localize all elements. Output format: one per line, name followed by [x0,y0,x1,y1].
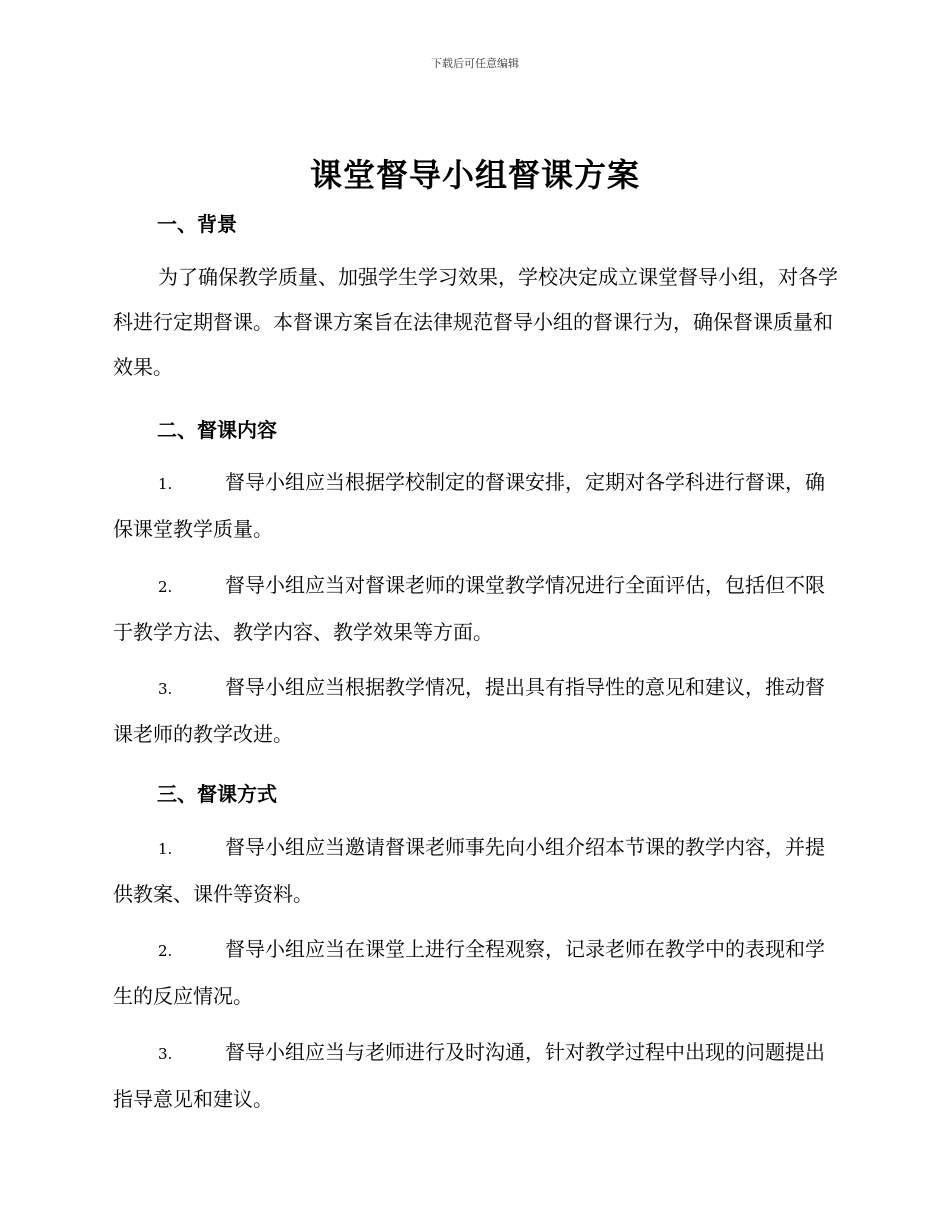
section-heading-background: 一、背景 [157,212,237,236]
list-item-text: 督导小组应当根据教学情况，提出具有指导性的意见和建议，推动督课老师的教学改进。 [113,675,825,746]
list-item [113,665,838,757]
list-item-number: 3. [158,1045,173,1063]
section-heading-content: 二、督课内容 [157,418,277,442]
list-item-text: 督导小组应当根据学校制定的督课安排，定期对各学科进行督课，确保课堂教学质量。 [113,470,825,541]
list-item-text: 督导小组应当邀请督课老师事先向小组介绍本节课的教学内容，并提供教案、课件等资料。 [113,835,825,906]
list-item-text: 督导小组应当与老师进行及时沟通，针对教学过程中出现的问题提出指导意见和建议。 [113,1040,825,1111]
section-heading-method: 三、督课方式 [157,782,277,806]
list-item-number: 2. [158,942,173,960]
list-item-text: 督导小组应当在课堂上进行全程观察，记录老师在教学中的表现和学生的反应情况。 [113,937,825,1008]
list-item [113,825,838,917]
header-note: 下载后可任意编辑 [431,57,519,70]
list-item [113,927,838,1019]
list-item [113,1030,838,1122]
list-item [113,563,838,655]
list-item [113,460,838,552]
list-item-number: 1. [158,840,173,858]
paragraph-text: 为了确保教学质量、加强学生学习效果，学校决定成立课堂督导小组，对各学科进行定期督课。本督课方案旨在法律规范督导小组的督课行为，确保督课质量和效果。 [113,265,838,379]
list-item-number: 3. [158,680,173,698]
list-item-number: 1. [158,475,173,493]
list-item-number: 2. [158,578,173,596]
background-paragraph [113,255,838,390]
page-title: 课堂督导小组督课方案 [309,156,640,194]
list-item-text: 督导小组应当对督课老师的课堂教学情况进行全面评估，包括但不限于教学方法、教学内容、教学效果等方面。 [113,573,825,644]
